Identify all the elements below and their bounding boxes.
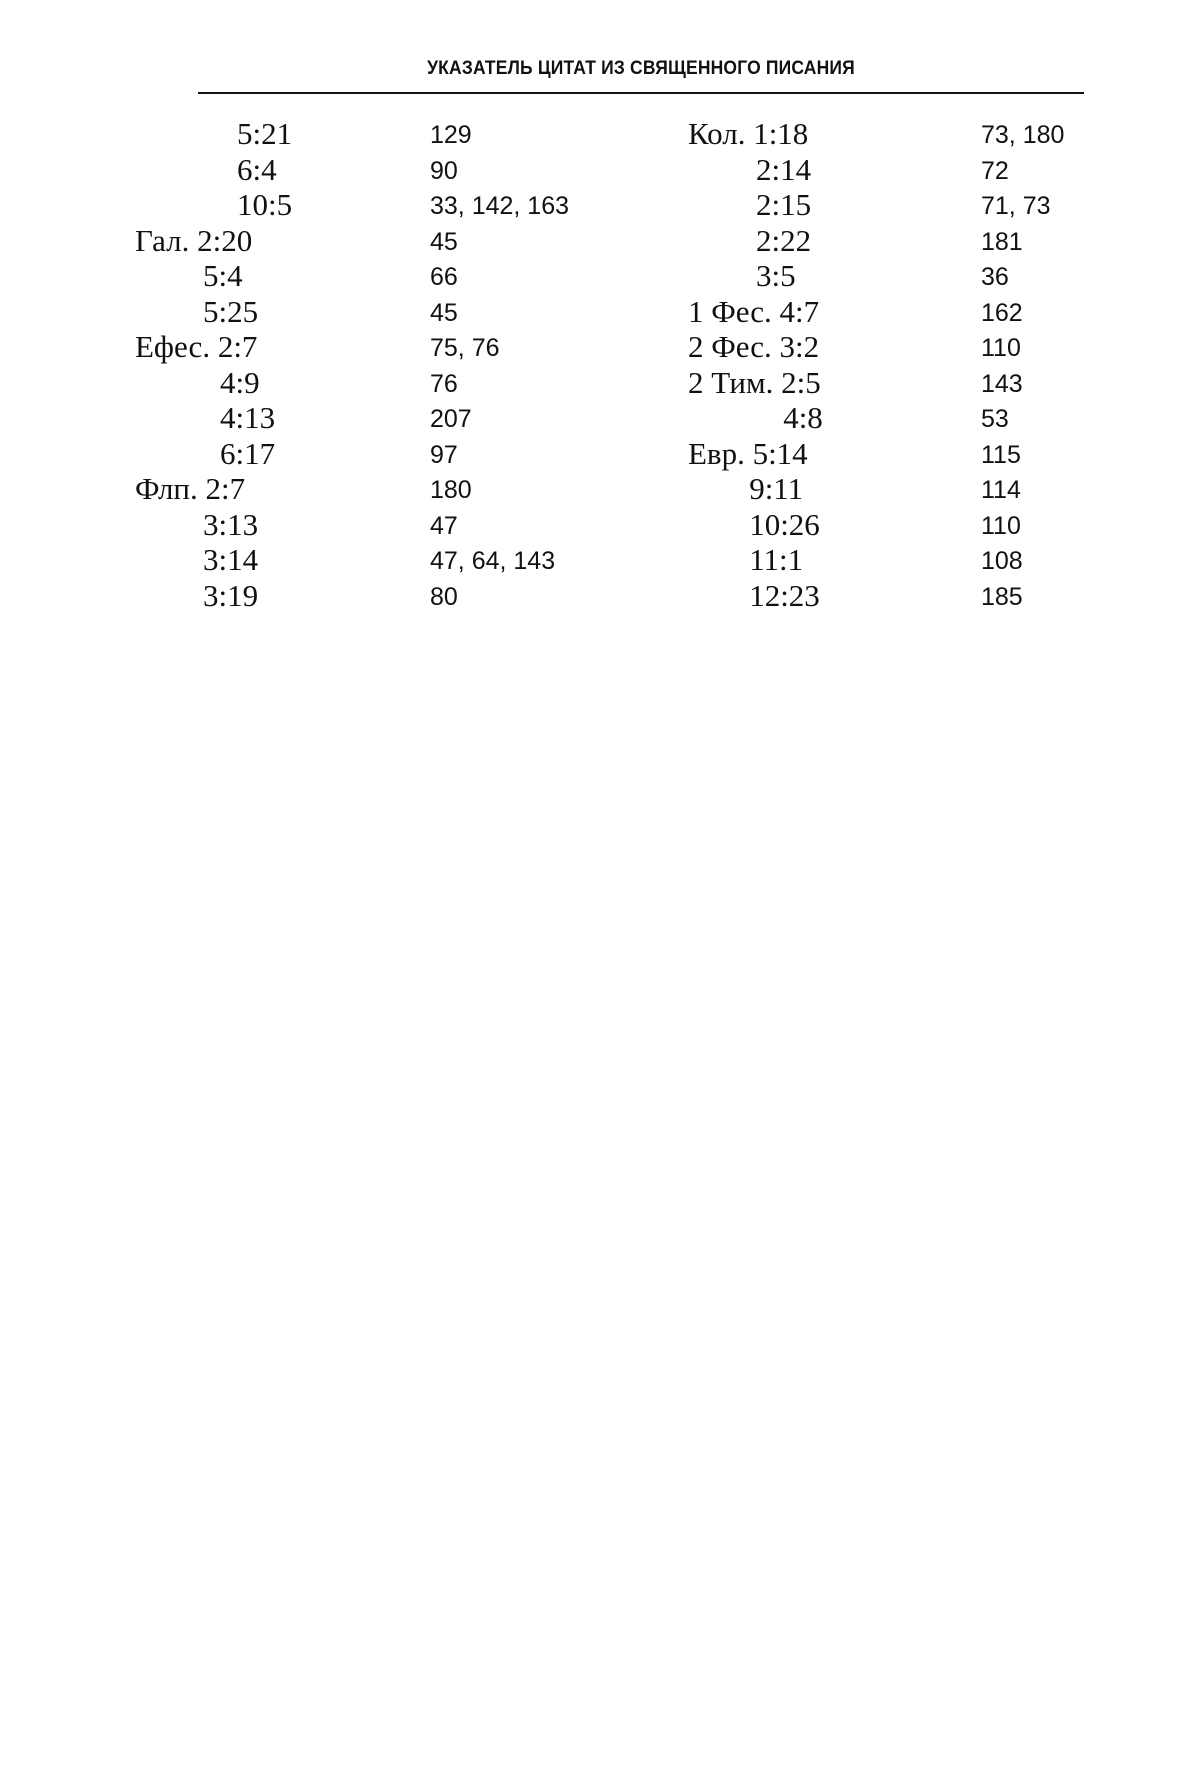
index-entry bbox=[0, 294, 1200, 330]
page-numbers: 80 bbox=[430, 582, 458, 611]
scripture-reference: 3:19 bbox=[203, 577, 259, 613]
page-numbers: 36 bbox=[981, 263, 1009, 291]
page-numbers: 207 bbox=[430, 405, 472, 433]
index-entry bbox=[0, 116, 1200, 152]
page-numbers: 72 bbox=[981, 156, 1009, 185]
index-entry bbox=[0, 187, 1200, 223]
index-entry bbox=[0, 436, 1200, 472]
scripture-reference: 2:15 bbox=[756, 187, 812, 222]
page-numbers: 33, 142, 163 bbox=[430, 192, 570, 220]
scripture-reference: 2 Фес. 3:2 bbox=[688, 329, 820, 364]
page-numbers: 185 bbox=[981, 582, 1023, 611]
scripture-reference: 4:9 bbox=[220, 364, 260, 400]
page-numbers: 66 bbox=[430, 263, 458, 291]
scripture-reference: 4:13 bbox=[220, 400, 276, 435]
page-numbers: 110 bbox=[981, 334, 1021, 362]
page-numbers: 75, 76 bbox=[430, 334, 500, 362]
page-numbers: 53 bbox=[981, 405, 1009, 433]
index-entry bbox=[0, 329, 1200, 365]
scripture-reference: 5:25 bbox=[203, 293, 259, 329]
page-numbers: 162 bbox=[981, 298, 1023, 327]
scripture-reference: 9:11 bbox=[749, 471, 804, 506]
page-numbers: 76 bbox=[430, 369, 458, 398]
scripture-reference: 3:5 bbox=[756, 258, 796, 293]
scripture-reference: 6:17 bbox=[220, 435, 276, 471]
scripture-reference: Флп. 2:7 bbox=[135, 471, 246, 506]
scripture-reference: 5:21 bbox=[237, 116, 293, 151]
scripture-reference: Ефес. 2:7 bbox=[135, 329, 258, 364]
scripture-reference: 5:4 bbox=[203, 258, 243, 293]
page-numbers: 110 bbox=[981, 511, 1021, 540]
scripture-reference: 10:5 bbox=[237, 187, 293, 222]
scripture-reference: Кол. 1:18 bbox=[688, 116, 809, 151]
page-numbers: 73, 180 bbox=[981, 121, 1065, 149]
page-numbers: 71, 73 bbox=[981, 192, 1051, 220]
scripture-reference: 1 Фес. 4:7 bbox=[688, 293, 820, 329]
scripture-reference: 4:8 bbox=[783, 400, 823, 435]
page-numbers: 47 bbox=[430, 511, 458, 540]
index-entry bbox=[0, 223, 1200, 259]
index-entry bbox=[0, 152, 1200, 188]
page-numbers: 115 bbox=[981, 440, 1021, 469]
index-entry bbox=[0, 578, 1200, 614]
scripture-reference: Гал. 2:20 bbox=[135, 222, 253, 258]
index-entry bbox=[0, 365, 1200, 401]
index-entry bbox=[0, 400, 1200, 436]
page-numbers: 45 bbox=[430, 298, 458, 327]
index-entry bbox=[0, 258, 1200, 294]
scripture-reference: 3:14 bbox=[203, 542, 259, 577]
page-numbers: 129 bbox=[430, 121, 472, 149]
index-entry bbox=[0, 471, 1200, 507]
page-numbers: 108 bbox=[981, 547, 1023, 575]
page-numbers: 180 bbox=[430, 476, 472, 504]
scripture-reference: 6:4 bbox=[237, 151, 277, 187]
page-numbers: 90 bbox=[430, 156, 458, 185]
page-numbers: 47, 64, 143 bbox=[430, 547, 556, 575]
header-rule bbox=[198, 92, 1084, 94]
index-entry bbox=[0, 542, 1200, 578]
page-numbers: 97 bbox=[430, 440, 458, 469]
scripture-reference: 2 Тим. 2:5 bbox=[688, 364, 821, 400]
page-numbers: 114 bbox=[981, 476, 1021, 504]
scripture-reference: 12:23 bbox=[749, 577, 820, 613]
page-numbers: 45 bbox=[430, 227, 458, 256]
scripture-reference: 3:13 bbox=[203, 506, 259, 542]
page-numbers: 143 bbox=[981, 369, 1023, 398]
scripture-reference: Евр. 5:14 bbox=[688, 435, 808, 471]
page-header: УКАЗАТЕЛЬ ЦИТАТ ИЗ СВЯЩЕННОГО ПИСАНИЯ bbox=[427, 58, 855, 79]
index-entry bbox=[0, 507, 1200, 543]
scripture-reference: 2:22 bbox=[756, 222, 812, 258]
scripture-reference: 10:26 bbox=[749, 506, 820, 542]
scripture-reference: 2:14 bbox=[756, 151, 812, 187]
page-numbers: 181 bbox=[981, 227, 1023, 256]
scripture-reference: 11:1 bbox=[749, 542, 804, 577]
